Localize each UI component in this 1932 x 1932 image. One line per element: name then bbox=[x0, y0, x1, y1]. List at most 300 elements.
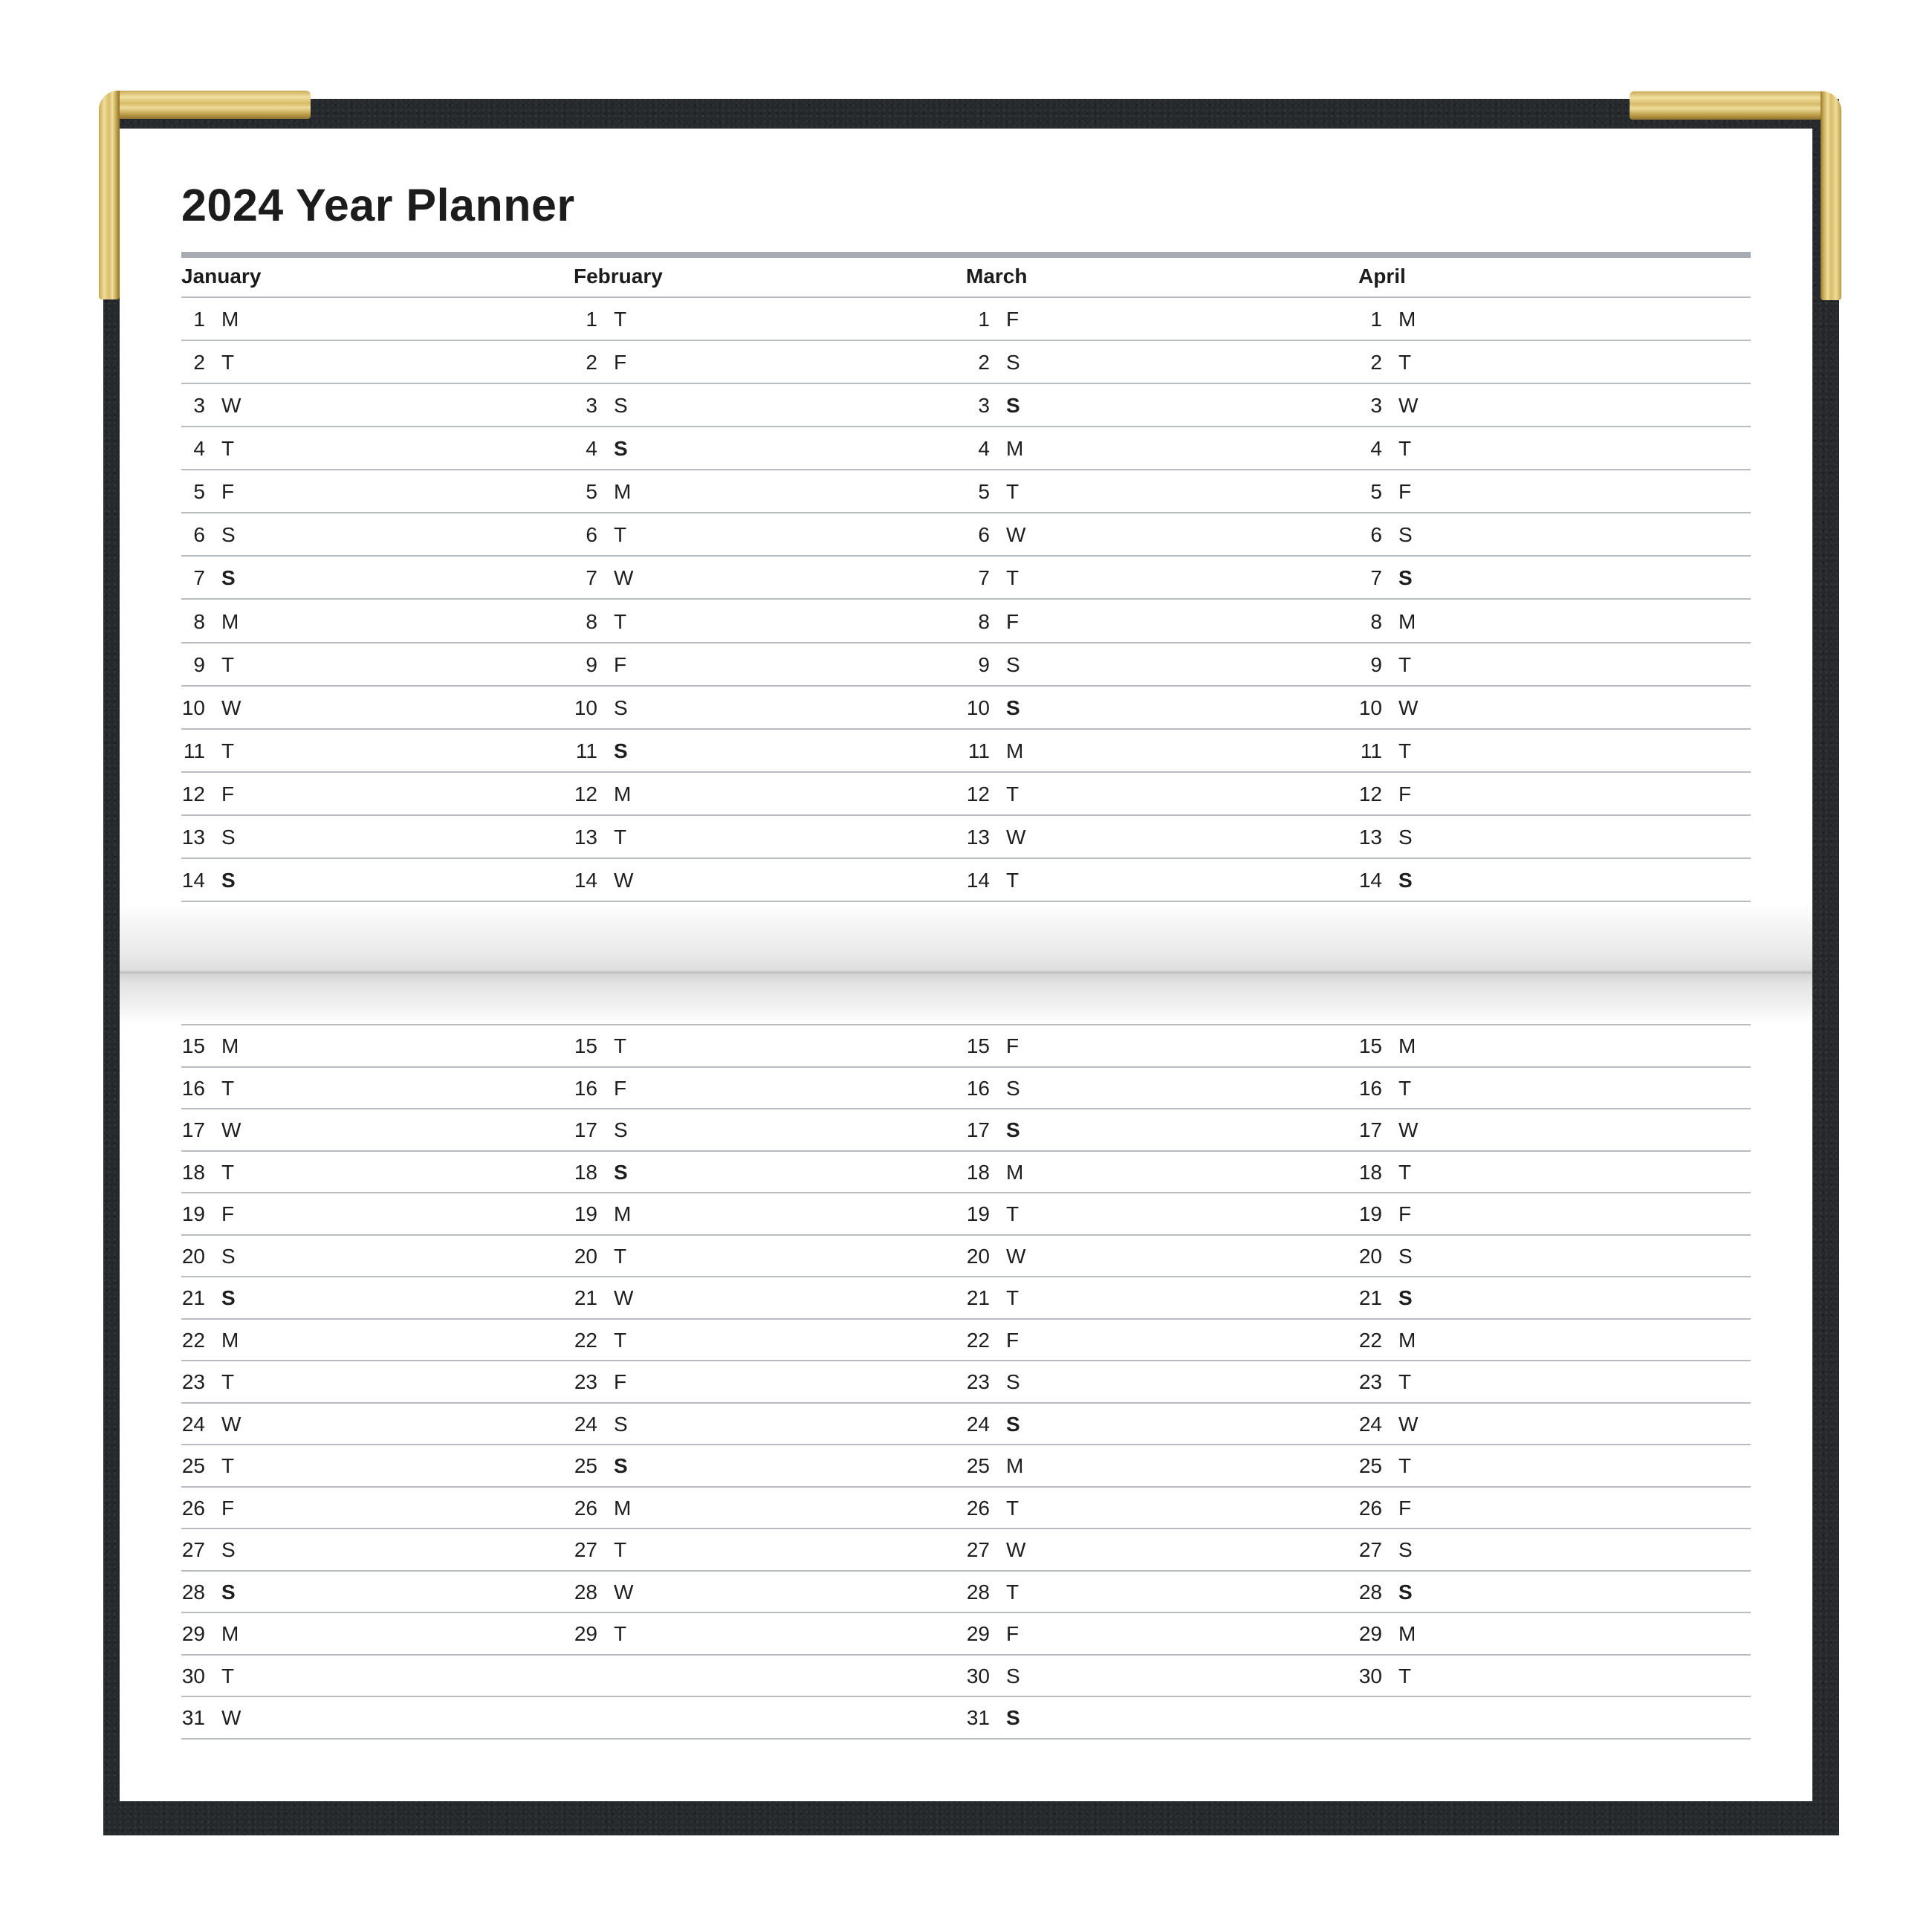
row-divider bbox=[181, 1654, 1751, 1656]
weekday-letter: T bbox=[1006, 480, 1020, 503]
day-row bbox=[553, 391, 628, 421]
day-number: 18 bbox=[966, 1161, 990, 1184]
day-row bbox=[1338, 1494, 1412, 1523]
day-number: 5 bbox=[1370, 480, 1382, 503]
row-divider bbox=[181, 1528, 1751, 1529]
day-row bbox=[553, 477, 632, 507]
day-row bbox=[553, 1494, 632, 1523]
day-row bbox=[161, 736, 235, 766]
day-row bbox=[1338, 650, 1412, 680]
day-number: 16 bbox=[574, 1077, 597, 1100]
day-row bbox=[553, 736, 628, 766]
weekday-letter: W bbox=[1398, 1413, 1419, 1436]
weekday-sunday: S bbox=[614, 739, 628, 762]
weekday-letter: T bbox=[1398, 653, 1412, 676]
weekday-letter: F bbox=[614, 1370, 627, 1393]
day-row bbox=[553, 823, 627, 852]
weekday-letter: W bbox=[614, 1581, 634, 1604]
day-number: 1 bbox=[193, 308, 205, 331]
day-number: 27 bbox=[574, 1538, 597, 1561]
day-number: 3 bbox=[1370, 394, 1382, 417]
day-number: 6 bbox=[1370, 523, 1382, 546]
day-row bbox=[553, 348, 627, 377]
day-row bbox=[1338, 1619, 1416, 1649]
row-divider bbox=[181, 685, 1751, 687]
month-header: January bbox=[181, 265, 262, 288]
day-number: 19 bbox=[181, 1202, 205, 1225]
day-number: 25 bbox=[181, 1454, 205, 1477]
weekday-letter: T bbox=[1006, 1202, 1020, 1225]
weekday-letter: F bbox=[614, 1077, 627, 1100]
day-number: 3 bbox=[978, 394, 990, 417]
day-number: 30 bbox=[1358, 1664, 1382, 1688]
day-row bbox=[161, 1703, 242, 1733]
day-number: 16 bbox=[181, 1077, 205, 1100]
weekday-letter: F bbox=[221, 1497, 235, 1520]
day-number: 26 bbox=[181, 1497, 205, 1520]
weekday-sunday: S bbox=[1006, 1413, 1020, 1436]
day-number: 20 bbox=[181, 1245, 205, 1268]
day-row bbox=[553, 1367, 627, 1397]
row-divider bbox=[181, 771, 1751, 773]
day-number: 28 bbox=[1358, 1581, 1382, 1604]
weekday-letter: T bbox=[1006, 1286, 1020, 1309]
gold-corner-top-arm bbox=[1630, 91, 1841, 120]
day-row bbox=[1338, 563, 1413, 593]
weekday-sunday: S bbox=[1398, 566, 1413, 589]
weekday-sunday: S bbox=[1398, 1286, 1413, 1309]
day-number: 21 bbox=[574, 1286, 597, 1309]
weekday-letter: T bbox=[1398, 1077, 1412, 1100]
day-number: 9 bbox=[193, 653, 205, 676]
day-row bbox=[553, 693, 628, 723]
weekday-letter: M bbox=[1006, 1161, 1024, 1184]
day-number: 30 bbox=[181, 1664, 205, 1688]
day-number: 22 bbox=[1358, 1329, 1382, 1352]
weekday-letter: T bbox=[221, 437, 235, 460]
day-row bbox=[1338, 520, 1413, 550]
day-row bbox=[161, 607, 239, 637]
row-divider bbox=[181, 1024, 1751, 1025]
day-number: 5 bbox=[586, 480, 597, 503]
row-divider bbox=[181, 1318, 1751, 1320]
weekday-letter: M bbox=[1398, 1034, 1416, 1057]
day-number: 15 bbox=[966, 1034, 990, 1057]
weekday-letter: T bbox=[614, 1622, 627, 1645]
day-number: 23 bbox=[1358, 1370, 1382, 1393]
weekday-letter: T bbox=[221, 653, 235, 676]
row-divider bbox=[181, 1276, 1751, 1277]
weekday-letter: T bbox=[221, 351, 235, 374]
day-number: 4 bbox=[1370, 437, 1382, 460]
day-number: 14 bbox=[966, 869, 990, 892]
day-row bbox=[1338, 1199, 1412, 1229]
day-row bbox=[553, 1578, 634, 1607]
day-number: 29 bbox=[966, 1622, 990, 1645]
gold-corner-top-arm bbox=[99, 91, 311, 119]
weekday-letter: M bbox=[614, 782, 632, 805]
day-row bbox=[161, 563, 236, 593]
day-number: 26 bbox=[574, 1497, 597, 1520]
gold-corner-side-arm bbox=[99, 91, 120, 299]
page-title: 2024 Year Planner bbox=[181, 180, 575, 230]
weekday-letter: W bbox=[1398, 394, 1419, 417]
day-number: 22 bbox=[181, 1329, 205, 1352]
weekday-letter: S bbox=[614, 696, 628, 719]
weekday-letter: T bbox=[614, 826, 627, 849]
day-row bbox=[161, 823, 236, 852]
day-row bbox=[1338, 1410, 1419, 1439]
day-number: 10 bbox=[574, 696, 597, 719]
weekday-letter: W bbox=[1006, 826, 1026, 849]
day-number: 9 bbox=[1370, 653, 1382, 676]
day-number: 8 bbox=[1370, 610, 1382, 633]
day-row bbox=[553, 1242, 627, 1271]
row-divider bbox=[181, 555, 1751, 557]
day-number: 25 bbox=[574, 1454, 597, 1477]
day-row bbox=[945, 1451, 1024, 1481]
weekday-letter: F bbox=[1006, 1622, 1020, 1645]
weekday-letter: S bbox=[1006, 1077, 1020, 1100]
day-row bbox=[161, 1031, 239, 1061]
day-number: 28 bbox=[574, 1581, 597, 1604]
day-number: 26 bbox=[1358, 1497, 1382, 1520]
row-divider bbox=[181, 296, 1751, 298]
day-number: 11 bbox=[575, 739, 597, 762]
day-row bbox=[161, 650, 235, 680]
day-row bbox=[161, 1662, 235, 1691]
day-number: 7 bbox=[586, 566, 597, 589]
row-divider bbox=[181, 1234, 1751, 1236]
weekday-letter: M bbox=[221, 308, 239, 331]
day-number: 19 bbox=[966, 1202, 990, 1225]
row-divider bbox=[181, 1486, 1751, 1488]
day-number: 18 bbox=[1358, 1161, 1382, 1184]
weekday-letter: S bbox=[221, 1538, 236, 1561]
weekday-letter: W bbox=[221, 1706, 242, 1729]
weekday-letter: S bbox=[1006, 653, 1020, 676]
weekday-letter: F bbox=[221, 782, 235, 805]
weekday-letter: M bbox=[1398, 1329, 1416, 1352]
weekday-letter: F bbox=[1398, 480, 1412, 503]
day-number: 9 bbox=[586, 653, 597, 676]
day-number: 18 bbox=[574, 1161, 597, 1184]
weekday-letter: W bbox=[221, 394, 242, 417]
day-number: 25 bbox=[966, 1454, 990, 1477]
day-number: 29 bbox=[574, 1622, 597, 1645]
day-row bbox=[161, 520, 236, 550]
day-number: 29 bbox=[181, 1622, 205, 1645]
weekday-sunday: S bbox=[1006, 1706, 1020, 1729]
day-number: 7 bbox=[978, 566, 990, 589]
day-row bbox=[945, 1619, 1020, 1649]
day-row bbox=[553, 1115, 628, 1145]
day-number: 24 bbox=[966, 1413, 990, 1436]
weekday-letter: F bbox=[614, 653, 627, 676]
day-number: 22 bbox=[574, 1329, 597, 1352]
day-row bbox=[1338, 1662, 1412, 1691]
day-number: 6 bbox=[193, 523, 205, 546]
day-number: 24 bbox=[181, 1413, 205, 1436]
day-number: 31 bbox=[966, 1706, 990, 1729]
day-row bbox=[553, 1158, 628, 1187]
day-number: 10 bbox=[966, 696, 990, 719]
weekday-sunday: S bbox=[1006, 696, 1020, 719]
row-divider bbox=[181, 858, 1751, 859]
day-number: 29 bbox=[1358, 1622, 1382, 1645]
day-number: 3 bbox=[193, 394, 205, 417]
day-row bbox=[945, 1115, 1020, 1145]
day-number: 9 bbox=[978, 653, 990, 676]
day-row bbox=[553, 1451, 628, 1481]
day-number: 18 bbox=[181, 1161, 205, 1184]
weekday-sunday: S bbox=[614, 1454, 628, 1477]
row-divider bbox=[181, 340, 1751, 341]
weekday-letter: F bbox=[1006, 1329, 1020, 1352]
day-row bbox=[1338, 434, 1412, 464]
day-row bbox=[945, 520, 1026, 550]
weekday-letter: T bbox=[1398, 437, 1412, 460]
row-divider bbox=[181, 1444, 1751, 1445]
day-row bbox=[945, 1158, 1024, 1187]
day-row bbox=[161, 779, 235, 809]
weekday-letter: T bbox=[1006, 1581, 1020, 1604]
weekday-letter: S bbox=[1006, 1664, 1020, 1688]
row-divider bbox=[181, 1192, 1751, 1193]
row-divider bbox=[181, 1066, 1751, 1068]
weekday-letter: T bbox=[1398, 739, 1412, 762]
day-number: 21 bbox=[1358, 1286, 1382, 1309]
day-row bbox=[1338, 607, 1416, 637]
day-row bbox=[1338, 823, 1413, 852]
day-row bbox=[553, 1326, 627, 1355]
day-row bbox=[161, 1410, 242, 1439]
day-number: 11 bbox=[1360, 739, 1382, 762]
weekday-letter: T bbox=[221, 1077, 235, 1100]
day-row bbox=[161, 1619, 239, 1649]
day-number: 13 bbox=[181, 826, 205, 849]
day-number: 19 bbox=[1358, 1202, 1382, 1225]
day-row bbox=[1338, 1158, 1412, 1187]
title-rule bbox=[181, 252, 1751, 258]
row-divider bbox=[181, 426, 1751, 427]
day-number: 12 bbox=[966, 782, 990, 805]
day-row bbox=[161, 391, 242, 421]
day-number: 30 bbox=[966, 1664, 990, 1688]
day-number: 31 bbox=[181, 1706, 205, 1729]
day-number: 27 bbox=[1358, 1538, 1382, 1561]
month-header: February bbox=[574, 265, 663, 288]
day-number: 8 bbox=[978, 610, 990, 633]
weekday-letter: M bbox=[1398, 610, 1416, 633]
day-number: 10 bbox=[181, 696, 205, 719]
weekday-letter: F bbox=[1006, 1034, 1020, 1057]
row-divider bbox=[181, 1360, 1751, 1361]
weekday-letter: F bbox=[221, 1202, 235, 1225]
weekday-letter: S bbox=[1006, 1370, 1020, 1393]
row-divider bbox=[181, 1738, 1751, 1740]
weekday-letter: M bbox=[614, 480, 632, 503]
row-divider bbox=[181, 598, 1751, 600]
day-row bbox=[1338, 1115, 1419, 1145]
day-row bbox=[161, 866, 236, 895]
day-number: 17 bbox=[1358, 1118, 1382, 1141]
weekday-letter: M bbox=[614, 1202, 632, 1225]
day-row bbox=[161, 1326, 239, 1355]
gold-corner-side-arm bbox=[1821, 91, 1841, 300]
day-number: 24 bbox=[574, 1413, 597, 1436]
day-number: 13 bbox=[966, 826, 990, 849]
day-number: 2 bbox=[193, 351, 205, 374]
day-number: 4 bbox=[586, 437, 597, 460]
weekday-letter: T bbox=[221, 739, 235, 762]
day-row bbox=[945, 1031, 1020, 1061]
day-number: 12 bbox=[1358, 782, 1382, 805]
weekday-letter: W bbox=[1398, 696, 1419, 719]
weekday-letter: T bbox=[221, 1370, 235, 1393]
weekday-letter: T bbox=[614, 1034, 627, 1057]
weekday-letter: T bbox=[1398, 1370, 1412, 1393]
weekday-letter: S bbox=[1006, 351, 1020, 374]
weekday-sunday: S bbox=[1398, 1581, 1413, 1604]
day-row bbox=[1338, 1074, 1412, 1103]
row-divider bbox=[181, 1570, 1751, 1572]
day-row bbox=[161, 1494, 235, 1523]
row-divider bbox=[181, 469, 1751, 470]
weekday-letter: W bbox=[614, 1286, 634, 1309]
page-fold-crease bbox=[120, 904, 1812, 1024]
day-number: 20 bbox=[1358, 1245, 1382, 1268]
weekday-letter: W bbox=[614, 566, 634, 589]
weekday-sunday: S bbox=[1398, 869, 1413, 892]
day-number: 13 bbox=[574, 826, 597, 849]
weekday-letter: M bbox=[221, 1622, 239, 1645]
day-row bbox=[945, 1242, 1026, 1271]
weekday-letter: F bbox=[1398, 1497, 1412, 1520]
day-number: 14 bbox=[574, 869, 597, 892]
day-row bbox=[1338, 391, 1419, 421]
day-number: 6 bbox=[586, 523, 597, 546]
weekday-letter: M bbox=[1006, 739, 1024, 762]
day-number: 2 bbox=[978, 351, 990, 374]
day-row bbox=[553, 1410, 628, 1439]
weekday-letter: M bbox=[1006, 1454, 1024, 1477]
day-number: 23 bbox=[574, 1370, 597, 1393]
day-row bbox=[161, 1074, 235, 1103]
day-row bbox=[1338, 1367, 1412, 1397]
weekday-letter: F bbox=[1006, 610, 1020, 633]
weekday-letter: S bbox=[221, 1245, 236, 1268]
day-row bbox=[161, 305, 239, 334]
weekday-letter: T bbox=[221, 1454, 235, 1477]
day-row bbox=[553, 520, 627, 550]
day-row bbox=[945, 1535, 1026, 1565]
row-divider bbox=[181, 1108, 1751, 1109]
weekday-letter: T bbox=[221, 1161, 235, 1184]
weekday-letter: W bbox=[1398, 1118, 1419, 1141]
row-divider bbox=[181, 1150, 1751, 1152]
weekday-letter: S bbox=[614, 1413, 628, 1436]
day-row bbox=[1338, 866, 1413, 895]
day-row bbox=[945, 1199, 1020, 1229]
row-divider bbox=[181, 383, 1751, 384]
day-row bbox=[945, 607, 1020, 637]
weekday-letter: M bbox=[221, 1034, 239, 1057]
weekday-letter: F bbox=[1006, 308, 1020, 331]
day-row bbox=[945, 305, 1020, 334]
day-row bbox=[553, 434, 628, 464]
weekday-letter: M bbox=[1398, 1622, 1416, 1645]
day-number: 1 bbox=[978, 308, 990, 331]
day-row bbox=[161, 1535, 236, 1565]
weekday-letter: T bbox=[1006, 782, 1020, 805]
day-number: 4 bbox=[978, 437, 990, 460]
weekday-letter: F bbox=[1398, 782, 1412, 805]
weekday-letter: S bbox=[614, 394, 628, 417]
month-header: March bbox=[966, 265, 1028, 288]
weekday-sunday: S bbox=[1006, 1118, 1020, 1141]
day-number: 11 bbox=[967, 739, 990, 762]
weekday-letter: W bbox=[1006, 1245, 1026, 1268]
weekday-sunday: S bbox=[614, 1161, 628, 1184]
day-number: 28 bbox=[966, 1581, 990, 1604]
weekday-letter: S bbox=[1398, 1538, 1413, 1561]
day-number: 27 bbox=[181, 1538, 205, 1561]
day-row bbox=[1338, 305, 1416, 334]
day-row bbox=[1338, 1451, 1412, 1481]
weekday-letter: S bbox=[221, 523, 236, 546]
day-number: 28 bbox=[181, 1581, 205, 1604]
day-row bbox=[1338, 1031, 1416, 1061]
day-row bbox=[945, 1326, 1020, 1355]
day-row bbox=[1338, 736, 1412, 766]
weekday-letter: T bbox=[614, 308, 627, 331]
day-number: 17 bbox=[966, 1118, 990, 1141]
day-row bbox=[553, 1199, 632, 1229]
day-row bbox=[553, 779, 632, 809]
day-row bbox=[553, 607, 627, 637]
day-number: 26 bbox=[966, 1497, 990, 1520]
day-row bbox=[553, 563, 634, 593]
weekday-letter: T bbox=[1006, 566, 1020, 589]
day-number: 6 bbox=[978, 523, 990, 546]
day-row bbox=[945, 823, 1026, 852]
weekday-letter: S bbox=[614, 1118, 628, 1141]
day-row bbox=[945, 1662, 1020, 1691]
day-row bbox=[945, 693, 1020, 723]
day-row bbox=[1338, 1326, 1416, 1355]
day-row bbox=[1338, 348, 1412, 377]
day-row bbox=[1338, 1535, 1413, 1565]
day-row bbox=[945, 1578, 1020, 1607]
weekday-letter: S bbox=[1398, 523, 1413, 546]
row-divider bbox=[181, 1696, 1751, 1697]
day-row bbox=[161, 1451, 235, 1481]
weekday-letter: T bbox=[1398, 351, 1412, 374]
weekday-letter: F bbox=[614, 351, 627, 374]
month-header: April bbox=[1358, 265, 1406, 288]
day-number: 12 bbox=[574, 782, 597, 805]
day-number: 19 bbox=[574, 1202, 597, 1225]
day-row bbox=[553, 1074, 627, 1103]
day-row bbox=[161, 693, 242, 723]
day-row bbox=[553, 305, 627, 334]
day-row bbox=[945, 1494, 1020, 1523]
day-number: 21 bbox=[181, 1286, 205, 1309]
row-divider bbox=[181, 642, 1751, 644]
weekday-letter: M bbox=[614, 1497, 632, 1520]
day-number: 5 bbox=[193, 480, 205, 503]
